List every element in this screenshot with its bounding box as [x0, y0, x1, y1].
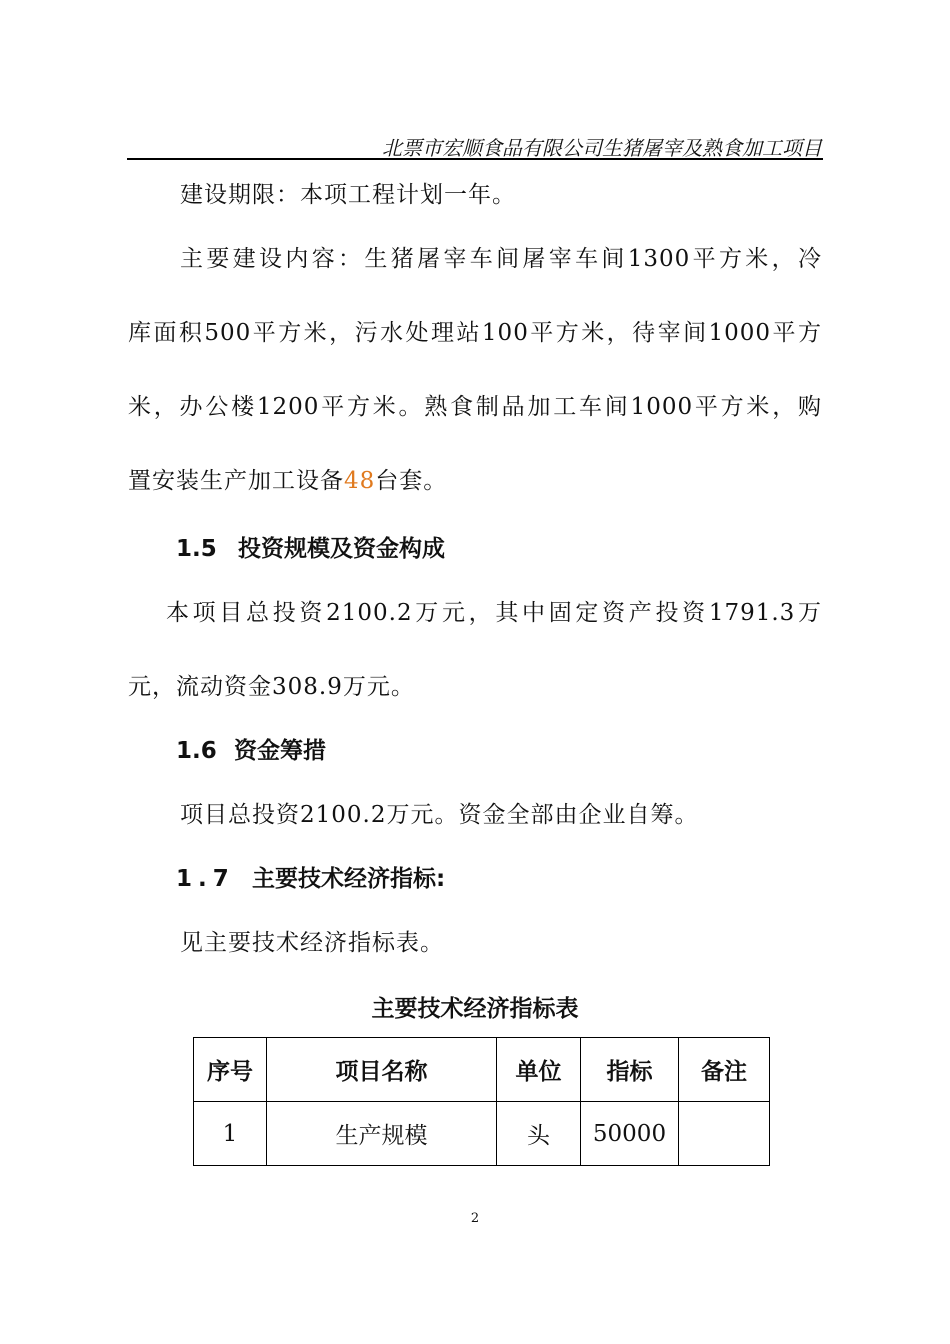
header-cell-item: 项目名称: [267, 1038, 497, 1102]
content-line-4: [128, 462, 447, 495]
cell-index: 1: [194, 1102, 267, 1166]
section-number: 1.7: [176, 866, 235, 892]
section-title: 投资规模及资金构成: [238, 536, 445, 562]
investment-line-2: 元，流动资金308.9万元。: [128, 674, 415, 700]
section-heading-1-7: [176, 860, 445, 893]
content-line-4-text: 置安装生产加工设备: [128, 468, 344, 494]
content-line-4-tail: 台套。: [375, 468, 448, 494]
section-heading-1-6: [176, 732, 326, 765]
table-title: 主要技术经济指标表: [371, 996, 579, 1022]
indicators-paragraph: 见主要技术经济指标表。: [180, 930, 444, 956]
header-cell-unit: 单位: [497, 1038, 581, 1102]
section-heading-1-5: [176, 530, 445, 563]
header-rule: [127, 158, 823, 160]
table-header-row: [194, 1038, 770, 1102]
funding-paragraph: 项目总投资2100.2万元。资金全部由企业自筹。: [180, 802, 699, 828]
period-paragraph: 建设期限：本项工程计划一年。: [180, 182, 516, 208]
header-cell-value: 指标: [581, 1038, 679, 1102]
header-cell-index: 序号: [194, 1038, 267, 1102]
section-number: 1.6: [176, 738, 217, 764]
running-header: 北票市宏顺食品有限公司生猪屠宰及熟食加工项目: [382, 136, 822, 160]
content-line-1: 主要建设内容：生猪屠宰车间屠宰车间1300平方米，冷: [180, 246, 822, 272]
section-number: 1.5: [176, 536, 217, 562]
indicators-table: [193, 1037, 770, 1166]
cell-item: 生产规模: [267, 1102, 497, 1166]
content-line-2: 库面积500平方米，污水处理站100平方米，待宰间1000平方: [128, 320, 822, 346]
content-line-3: 米，办公楼1200平方米。熟食制品加工车间1000平方米，购: [128, 394, 822, 420]
cell-value: 50000: [581, 1102, 679, 1166]
header-cell-remarks: 备注: [679, 1038, 770, 1102]
section-title: 主要技术经济指标:: [252, 866, 446, 892]
section-title: 资金筹措: [234, 738, 326, 764]
page-number: 2: [470, 1211, 480, 1226]
cell-remarks: [679, 1102, 770, 1166]
table-row: [194, 1102, 770, 1166]
investment-line-1: 本项目总投资2100.2万元，其中固定资产投资1791.3万: [166, 600, 822, 626]
cell-unit: 头: [497, 1102, 581, 1166]
equipment-count: 48: [344, 468, 376, 494]
